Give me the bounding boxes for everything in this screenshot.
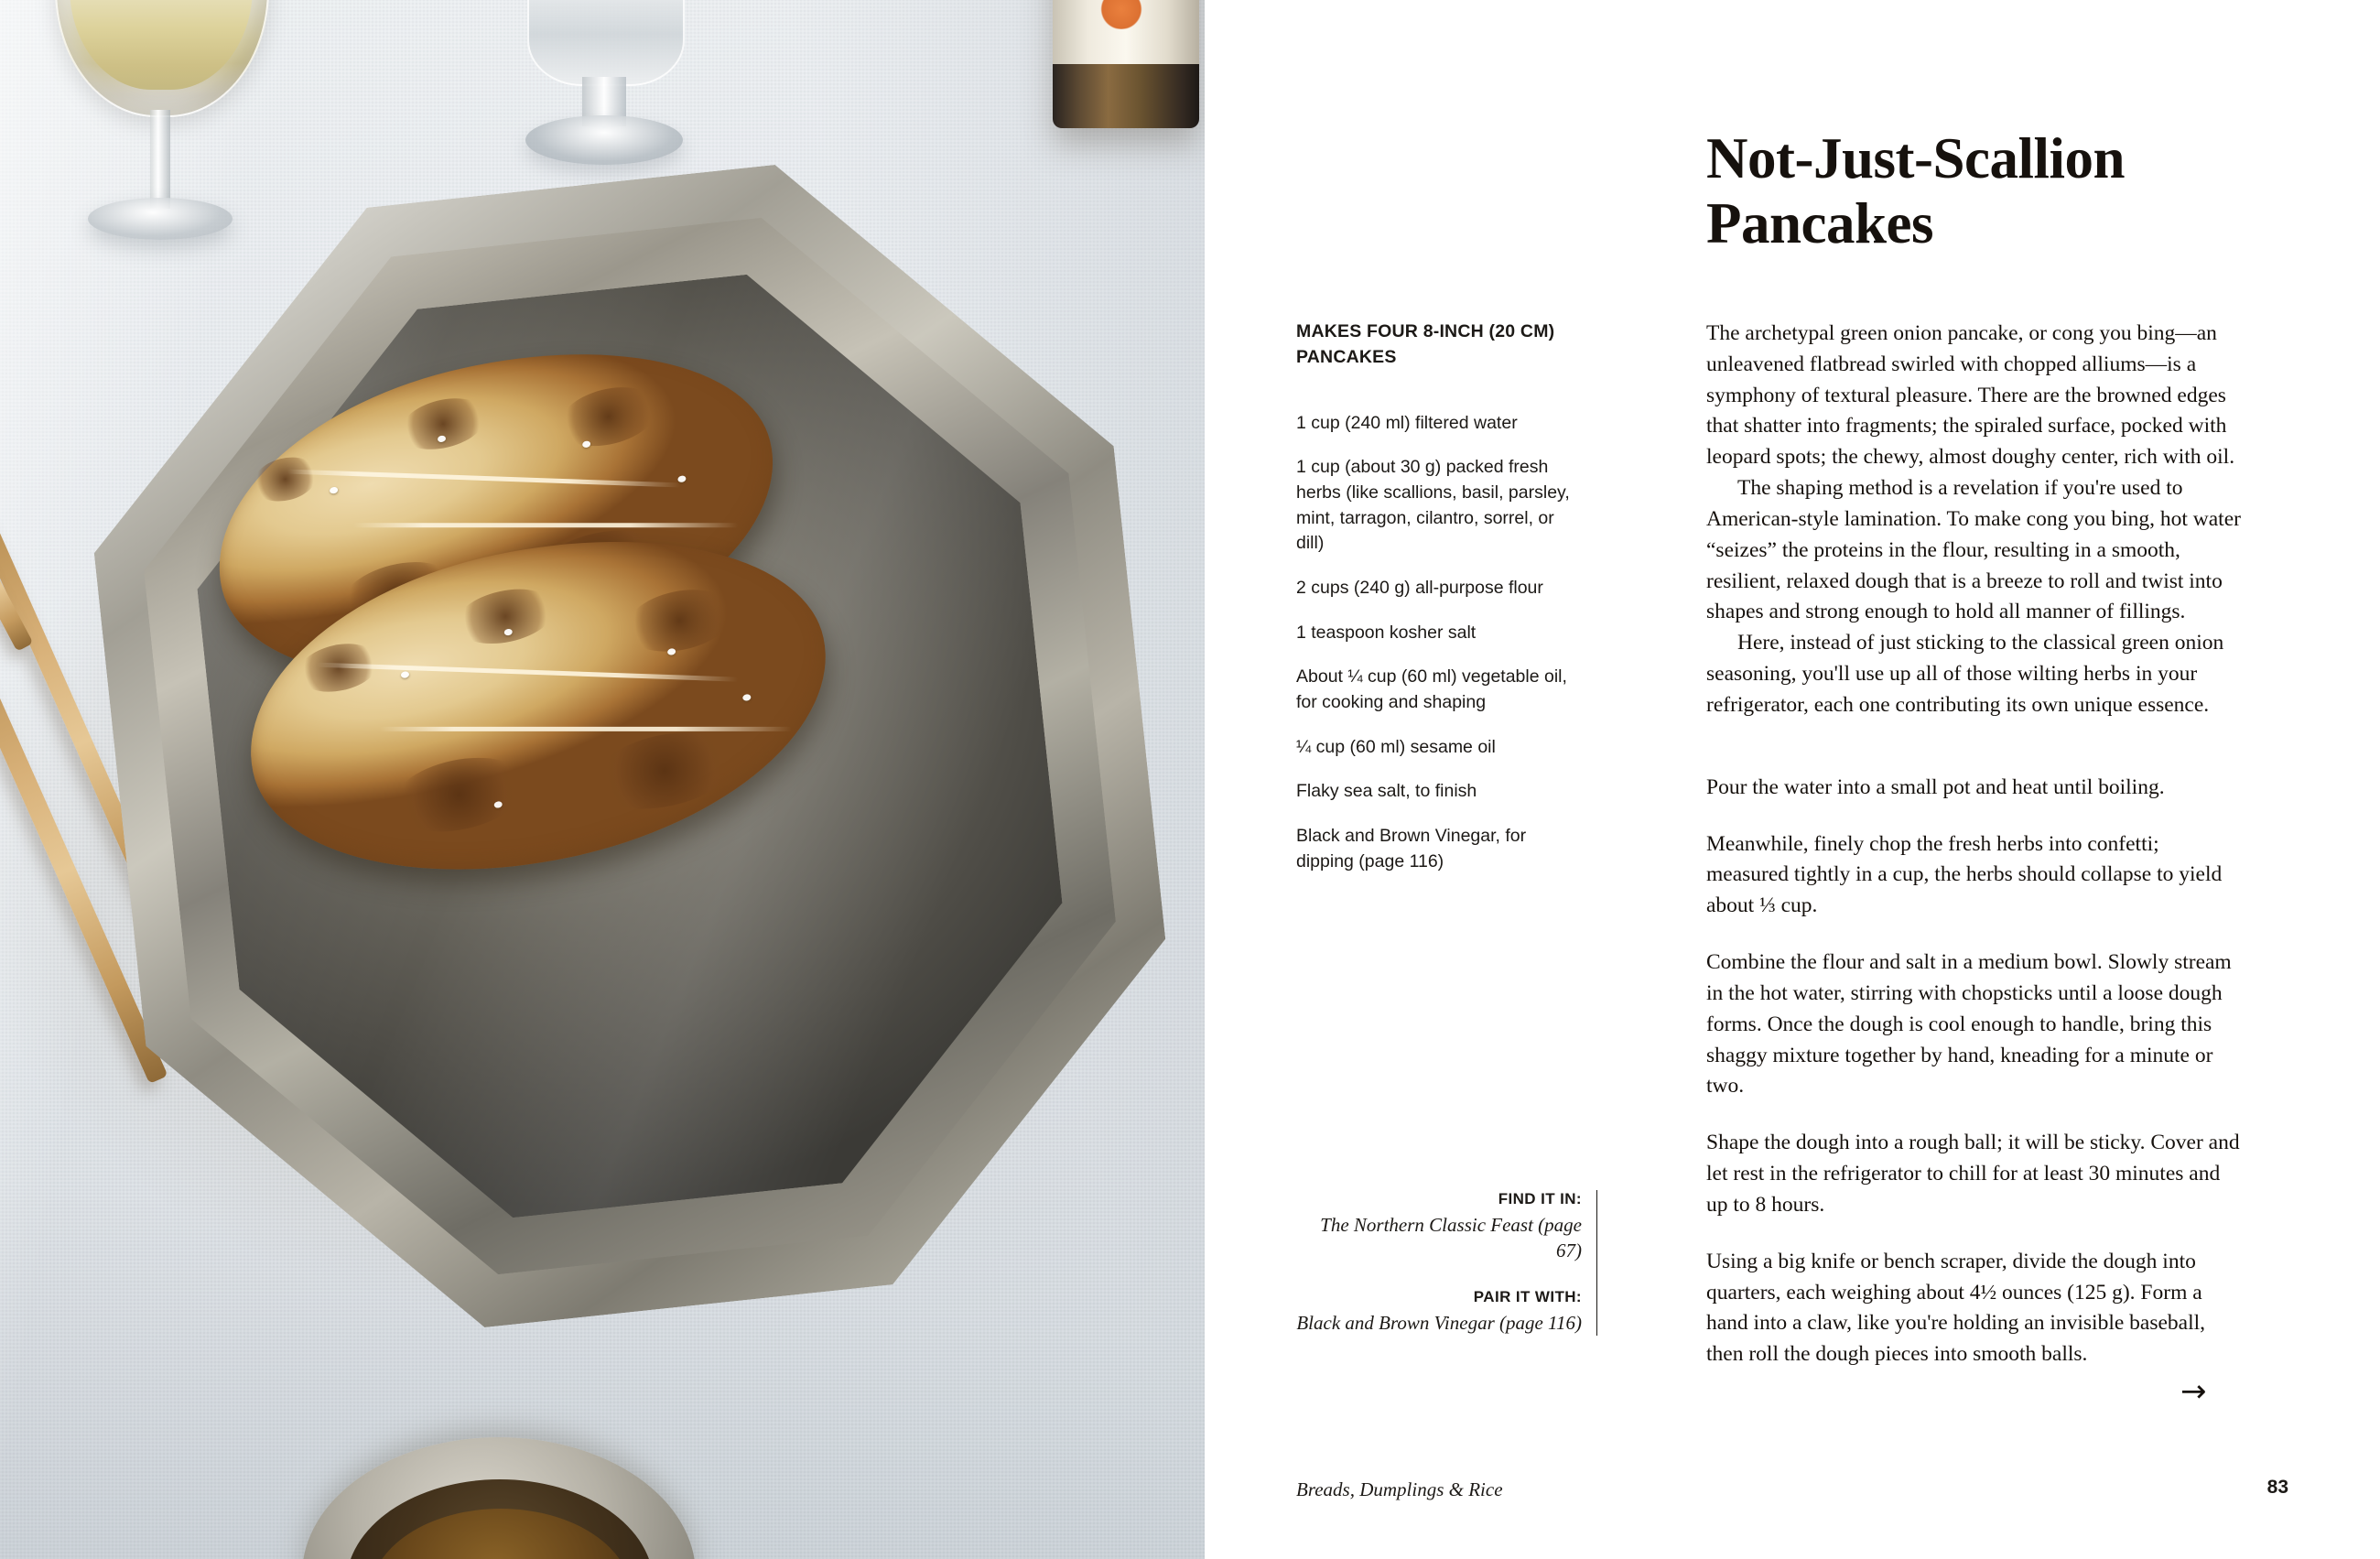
find-it-in-label: FIND IT IN: xyxy=(1498,1190,1582,1207)
recipe-body-column xyxy=(1706,319,2246,1370)
ingredient-item: Flaky sea salt, to finish xyxy=(1296,781,1477,802)
page-title: Not-Just-Scallion Pancakes xyxy=(1706,126,2126,255)
wine-glass-stem xyxy=(150,110,170,209)
cross-reference-block xyxy=(1296,1190,1597,1336)
footer-chapter-title: Breads, Dumplings & Rice xyxy=(1296,1478,1503,1500)
recipe-text-page xyxy=(1205,0,2380,1559)
ingredient-item: Black and Brown Vinegar, for dipping (page 116) xyxy=(1296,826,1527,872)
method-steps xyxy=(1706,773,2246,1370)
page-number: 83 xyxy=(2266,1477,2288,1498)
continued-arrow-icon: → xyxy=(2180,1373,2207,1410)
ingredient-item: 1 teaspoon kosher salt xyxy=(1296,622,1477,643)
ingredient-item: ¼ cup (60 ml) sesame oil xyxy=(1296,736,1496,757)
method-step: Combine the flour and salt in a medium bowl. Slowly stream in the hot water, stirring with chopsticks until a loose dough forms. Once the dough is cool enough to handle, bring this shaggy mixture together by hand, kneading for a minute or two. xyxy=(1706,950,2232,1099)
ingredient-item: 2 cups (240 g) all-purpose flour xyxy=(1296,577,1543,598)
ingredient-item: 1 cup (about 30 g) packed fresh herbs (like scallions, basil, parsley, mint, tarragon, cilantro, sorrel, or dill) xyxy=(1296,457,1570,554)
find-it-in-value[interactable]: The Northern Classic Feast (page 67) xyxy=(1320,1214,1582,1262)
salt-cellar-body xyxy=(527,0,685,86)
intro-paragraph: Here, instead of just sticking to the classical green onion seasoning, you'll use up all of those wilting herbs in your refrigerator, each one contributing its own unique essence. xyxy=(1706,631,2224,717)
pair-it-with-value[interactable]: Black and Brown Vinegar (page 116) xyxy=(1296,1311,1582,1334)
intro-paragraph: The archetypal green onion pancake, or cong you bing—an unleavened flatbread swirled with chopped alliums—is a symphony of textural pleasure. There are the browned edges that shatter into fragments; the spiraled surface, pocked with leopard spots; the chewy, almost doughy center, rich with oil. xyxy=(1706,321,2235,470)
ingredient-item: About ¼ cup (60 ml) vegetable oil, for cooking and shaping xyxy=(1296,666,1567,713)
wine-glass-bowl xyxy=(55,0,269,117)
salt-cellar xyxy=(513,0,696,201)
pair-it-with-label: PAIR IT WITH: xyxy=(1473,1287,1582,1305)
method-step: Shape the dough into a rough ball; it will be sticky. Cover and let rest in the refrigerator to chill for at least 30 minutes and up to 8 hours. xyxy=(1706,1131,2240,1217)
bottle-logo-icon xyxy=(1095,0,1148,29)
method-step: Pour the water into a small pot and heat until boiling. xyxy=(1706,774,2165,799)
method-step: Meanwhile, finely chop the fresh herbs into confetti; measured tightly in a cup, the herbs should collapse to yield about ⅓ cup. xyxy=(1706,831,2223,918)
yield-heading: MAKES FOUR 8-INCH (20 CM) PANCAKES xyxy=(1296,321,1555,368)
intro-paragraph: The shaping method is a revelation if you're used to American-style lamination. To make cong you bing, hot water “seizes” the proteins in the flour, resulting in a smooth, resilient, relaxed dough that is a breeze to roll and twist into shapes and strong enough to hold all manner of fillings. xyxy=(1706,476,2241,624)
salt-cellar-foot xyxy=(525,115,683,165)
intro-text xyxy=(1706,319,2246,721)
white-wine-liquid xyxy=(70,0,253,90)
ingredients-column xyxy=(1296,319,1582,893)
ingredient-item: 1 cup (240 ml) filtered water xyxy=(1296,412,1518,433)
method-step: Using a big knife or bench scraper, divide the dough into quarters, each weighing about 4½ ounces (125 g). Form a hand into a claw, like you're holding an invisible baseball, then roll the dough pieces into smooth balls. xyxy=(1706,1249,2206,1367)
